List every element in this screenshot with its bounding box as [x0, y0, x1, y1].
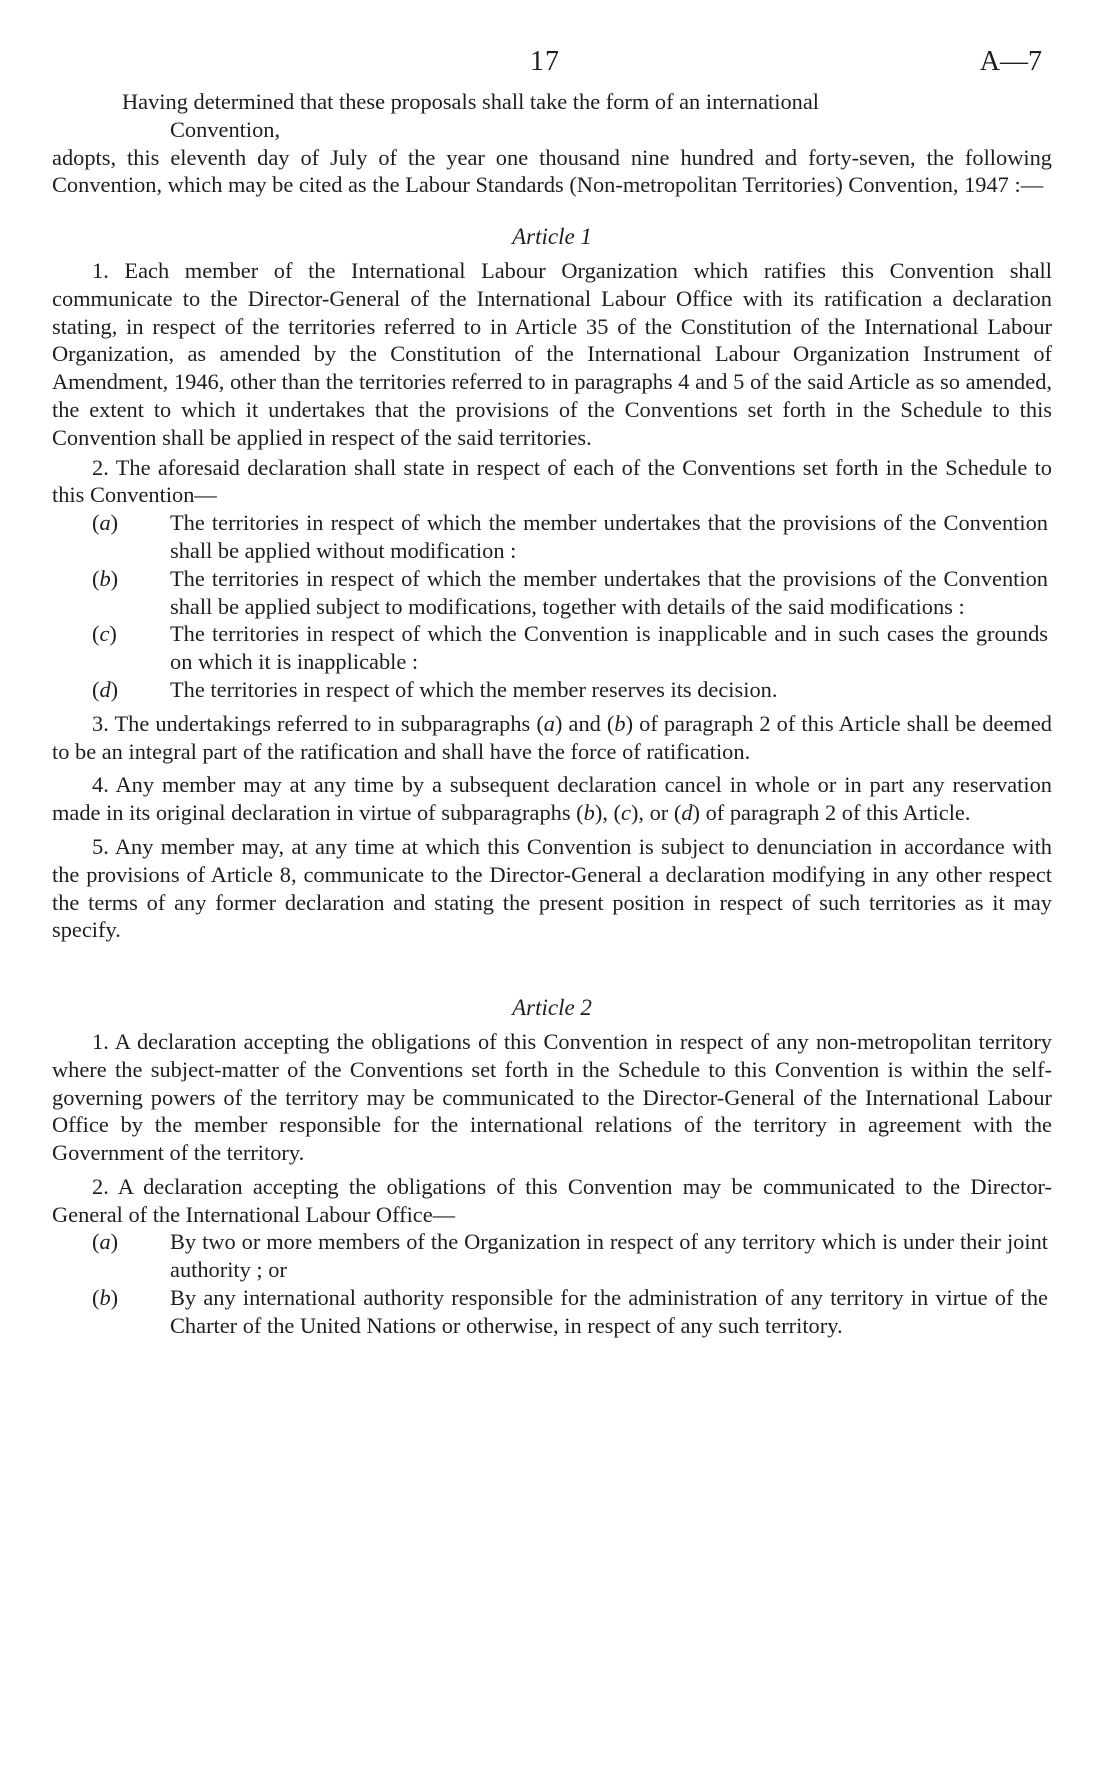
preamble-continuation: Convention,	[170, 116, 281, 142]
article-1-paragraph-4: 4. Any member may at any time by a subsequent declaration cancel in whole or in part any reservation made in its original declaration in virtue of subparagraphs (b), (c), or (d) of paragraph 2 of this Article.	[52, 772, 1052, 826]
list-item-text: The territories in respect of which the member undertakes that the provisions of the Convention shall be applied subject to modifications, together with details of the said modifications :	[170, 565, 1048, 619]
document-page	[52, 48, 1052, 1340]
article-1	[52, 223, 1052, 944]
list-item	[52, 620, 1048, 676]
list-item-label: (b)	[92, 565, 119, 591]
article-1-paragraph-5: 5. Any member may, at any time at which this Convention is subject to denunciation in accordance with the provisions of Article 8, communicate to the Director-General a declaration modifying in any other respect the terms of any former declaration and stating the present position in respect of such territories as it may specify.	[52, 833, 1052, 943]
list-item-label: (c)	[92, 621, 117, 647]
list-item-label: (a)	[92, 1229, 119, 1255]
document-reference: A—7	[979, 46, 1042, 77]
article-1-paragraph-1: 1. Each member of the International Labour Organization which ratifies this Convention shall communicate to the Director-General of the International Labour Office with its ratification a declaration stating, in respect of the territories referred to in Article 35 of the Constitution of the International Labour Organization, as amended by the Constitution of the International Labour Organization Instrument of Amendment, 1946, other than the territories referred to in paragraphs 4 and 5 of the said Article as so amended, the extent to which it undertakes that the provisions of the Conventions set forth in the Schedule to this Convention shall be applied in respect of the said territories.	[52, 257, 1052, 450]
list-item	[52, 509, 1048, 565]
list-item-label: (b)	[92, 1285, 119, 1311]
list-item	[52, 1228, 1048, 1284]
list-item-label: (a)	[92, 510, 119, 536]
article-1-paragraph-2: 2. The aforesaid declaration shall state in respect of each of the Conventions set forth in the Schedule to this Convention—	[52, 454, 1052, 508]
page-number: 17	[530, 46, 560, 77]
list-item-label: (d)	[92, 676, 119, 702]
article-1-heading: Article 1	[512, 224, 592, 250]
article-2-paragraph-2: 2. A declaration accepting the obligations of this Convention may be communicated to the Director-General of the International Labour Office—	[52, 1173, 1052, 1227]
list-item	[52, 1284, 1048, 1340]
list-item-text: The territories in respect of which the member reserves its decision.	[170, 676, 778, 702]
page-header	[52, 48, 1052, 82]
article-2-heading: Article 2	[512, 995, 592, 1021]
list-item-text: By any international authority responsible for the administration of any territory in virtue of the Charter of the United Nations or otherwise, in respect of any such territory.	[170, 1285, 1048, 1338]
article-2	[52, 994, 1052, 1340]
list-item-text: The territories in respect of which the Convention is inapplicable and in such cases the grounds on which it is inapplicable :	[170, 621, 1048, 675]
article-2-paragraph-1: 1. A declaration accepting the obligations of this Convention in respect of any non-metropolitan territory where the subject-matter of the Conventions set forth in the Schedule to this Convention is within the self-governing powers of the territory may be communicated to the Director-General of the International Labour Office by the member responsible for the international relations of the territory in agreement with the Government of the territory.	[52, 1028, 1052, 1166]
list-item	[52, 676, 1048, 704]
adoption-clause: adopts, this eleventh day of July of the year one thousand nine hundred and forty-seven, the following Convention, which may be cited as the Labour Standards (Non-metropolitan Territories) Convention, 1947 :—	[52, 144, 1052, 198]
article-1-paragraph-3: 3. The undertakings referred to in subparagraphs (a) and (b) of paragraph 2 of this Article shall be deemed to be an integral part of the ratification and shall have the force of ratification.	[52, 710, 1052, 764]
list-item	[52, 565, 1048, 621]
list-item-text: By two or more members of the Organization in respect of any territory which is under their joint authority ; or	[170, 1229, 1048, 1283]
preamble-line: Having determined that these proposals shall take the form of an international	[122, 89, 820, 114]
list-item-text: The territories in respect of which the member undertakes that the provisions of the Convention shall be applied without modification :	[170, 510, 1048, 563]
preamble	[52, 88, 1052, 199]
